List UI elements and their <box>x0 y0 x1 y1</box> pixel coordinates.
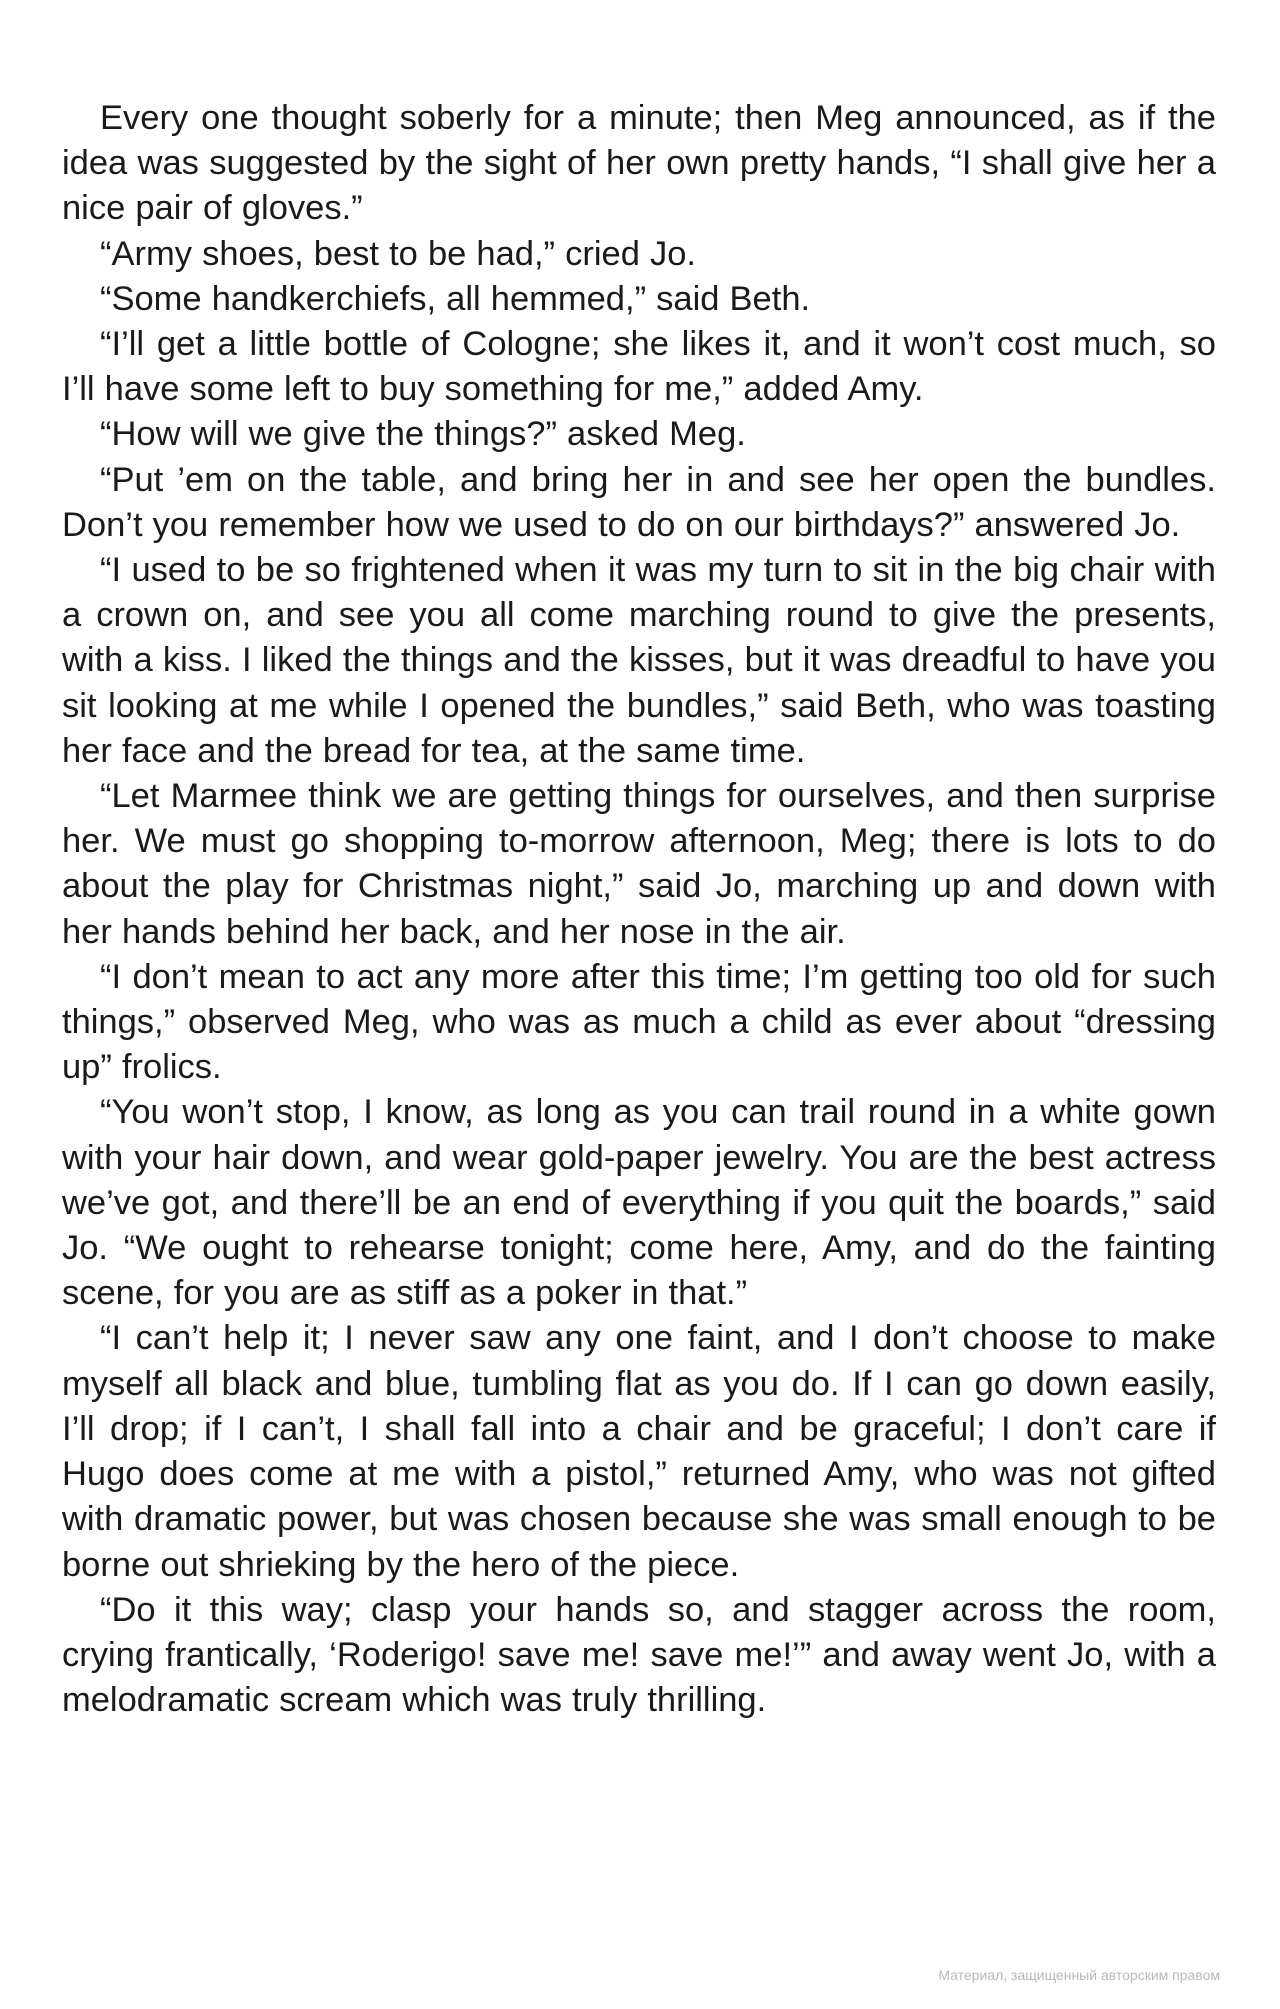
paragraph-10: “You won’t stop, I know, as long as you can trail round in a white gown with your hair down, and wear gold-paper jewelry. You are the best actress we’ve got, and there’ll be an end of everything if you quit the boards,” said Jo. “We ought to rehearse tonight; come here, Amy, and do the fainting scene, for you are as stiff as a poker in that.” <box>62 1093 1216 1313</box>
copyright-watermark: Материал, защищенный авторским правом <box>938 1967 1220 1983</box>
paragraph-6: “Put ’em on the table, and bring her in and see her open the bundles. Don’t you remember how we used to do on our birthdays?” answered Jo. <box>62 460 1216 544</box>
paragraph-9: “I don’t mean to act any more after this time; I’m getting too old for such things,” observed Meg, who was as much a child as ever about “dressing up” frolics. <box>62 957 1216 1087</box>
paragraph-7: “I used to be so frightened when it was my turn to sit in the big chair with a crown on, and see you all come marching round to give the presents, with a kiss. I liked the things and the kisses, but it was dreadful to have you sit looking at me while I opened the bundles,” said Beth, who was toasting her face and the bread for tea, at the same time. <box>62 551 1216 770</box>
paragraph-4: “I’ll get a little bottle of Cologne; she likes it, and it won’t cost much, so I’ll have some left to buy something for me,” added Amy. <box>62 325 1216 409</box>
paragraph-1: Every one thought soberly for a minute; then Meg announced, as if the idea was suggested by the sight of her own pretty hands, “I shall give her a nice pair of gloves.” <box>62 99 1216 228</box>
paragraph-8: “Let Marmee think we are getting things for ourselves, and then surprise her. We must go shopping to-morrow afternoon, Meg; there is lots to do about the play for Christmas night,” said Jo, marching up and down with her hands behind her back, and her nose in the air. <box>62 777 1216 951</box>
body-text <box>62 96 1216 1723</box>
paragraph-11: “I can’t help it; I never saw any one faint, and I don’t choose to make myself all black and blue, tumbling flat as you do. If I can go down easily, I’ll drop; if I can’t, I shall fall into a chair and be graceful; I don’t care if Hugo does come at me with a pistol,” returned Amy, who was not gifted with dramatic power, but was chosen because she was small enough to be borne out shrieking by the hero of the piece. <box>62 1319 1216 1584</box>
paragraph-2: “Army shoes, best to be had,” cried Jo. <box>100 234 697 273</box>
paragraph-5: “How will we give the things?” asked Meg. <box>100 415 746 454</box>
paragraph-3: “Some handkerchiefs, all hemmed,” said Beth. <box>100 279 811 318</box>
paragraph-12: “Do it this way; clasp your hands so, and stagger across the room, crying frantically, ‘Roderigo! save me! save me!’” and away went Jo, with a melodramatic scream which was truly thrilling. <box>62 1590 1216 1720</box>
